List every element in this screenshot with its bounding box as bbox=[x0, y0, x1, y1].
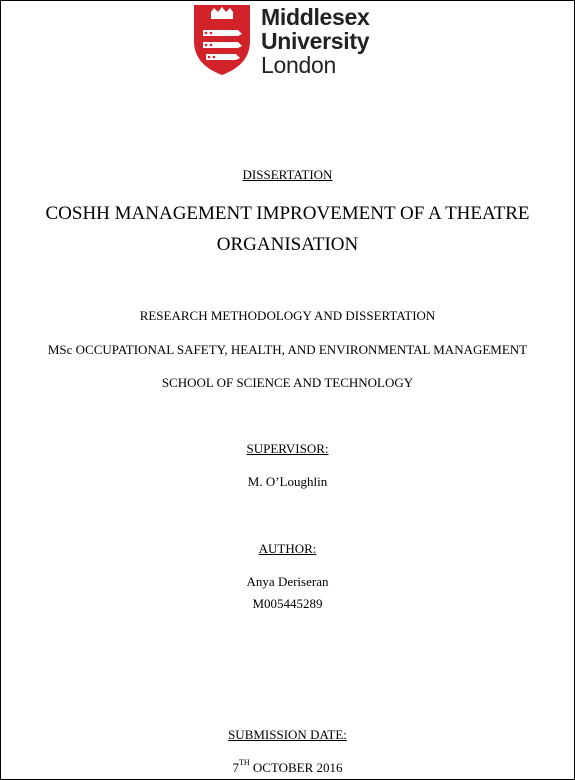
logo-line-2: University bbox=[261, 28, 370, 54]
logo-line-3: London bbox=[261, 52, 336, 78]
title-line-1: COSHH MANAGEMENT IMPROVEMENT OF A THEATRE bbox=[45, 203, 530, 224]
university-logo bbox=[194, 5, 384, 79]
submission-month-year: OCTOBER 2016 bbox=[249, 760, 343, 775]
supervisor-heading: SUPERVISOR: bbox=[246, 441, 329, 456]
three-seaxes-shield-icon bbox=[194, 5, 250, 75]
dissertation-label: DISSERTATION bbox=[242, 167, 333, 182]
supervisor-name: M. O’Loughlin bbox=[247, 474, 328, 489]
module-name: RESEARCH METHODOLOGY AND DISSERTATION bbox=[139, 308, 436, 323]
author-student-id: M005445289 bbox=[252, 596, 323, 611]
submission-date bbox=[1, 760, 574, 776]
author-name: Anya Deriseran bbox=[246, 574, 329, 589]
author-heading: AUTHOR: bbox=[258, 541, 317, 556]
title-line-2: ORGANISATION bbox=[216, 234, 359, 255]
submission-heading: SUBMISSION DATE: bbox=[228, 727, 347, 742]
logo-wordmark bbox=[261, 5, 370, 77]
programme-name: MSc OCCUPATIONAL SAFETY, HEALTH, AND ENVIRONMENTAL MANAGEMENT bbox=[47, 342, 528, 357]
submission-day: 7 bbox=[232, 760, 239, 775]
logo-line-1: Middlesex bbox=[261, 4, 370, 30]
submission-day-suffix: TH bbox=[238, 758, 250, 767]
school-name: SCHOOL OF SCIENCE AND TECHNOLOGY bbox=[161, 375, 414, 390]
